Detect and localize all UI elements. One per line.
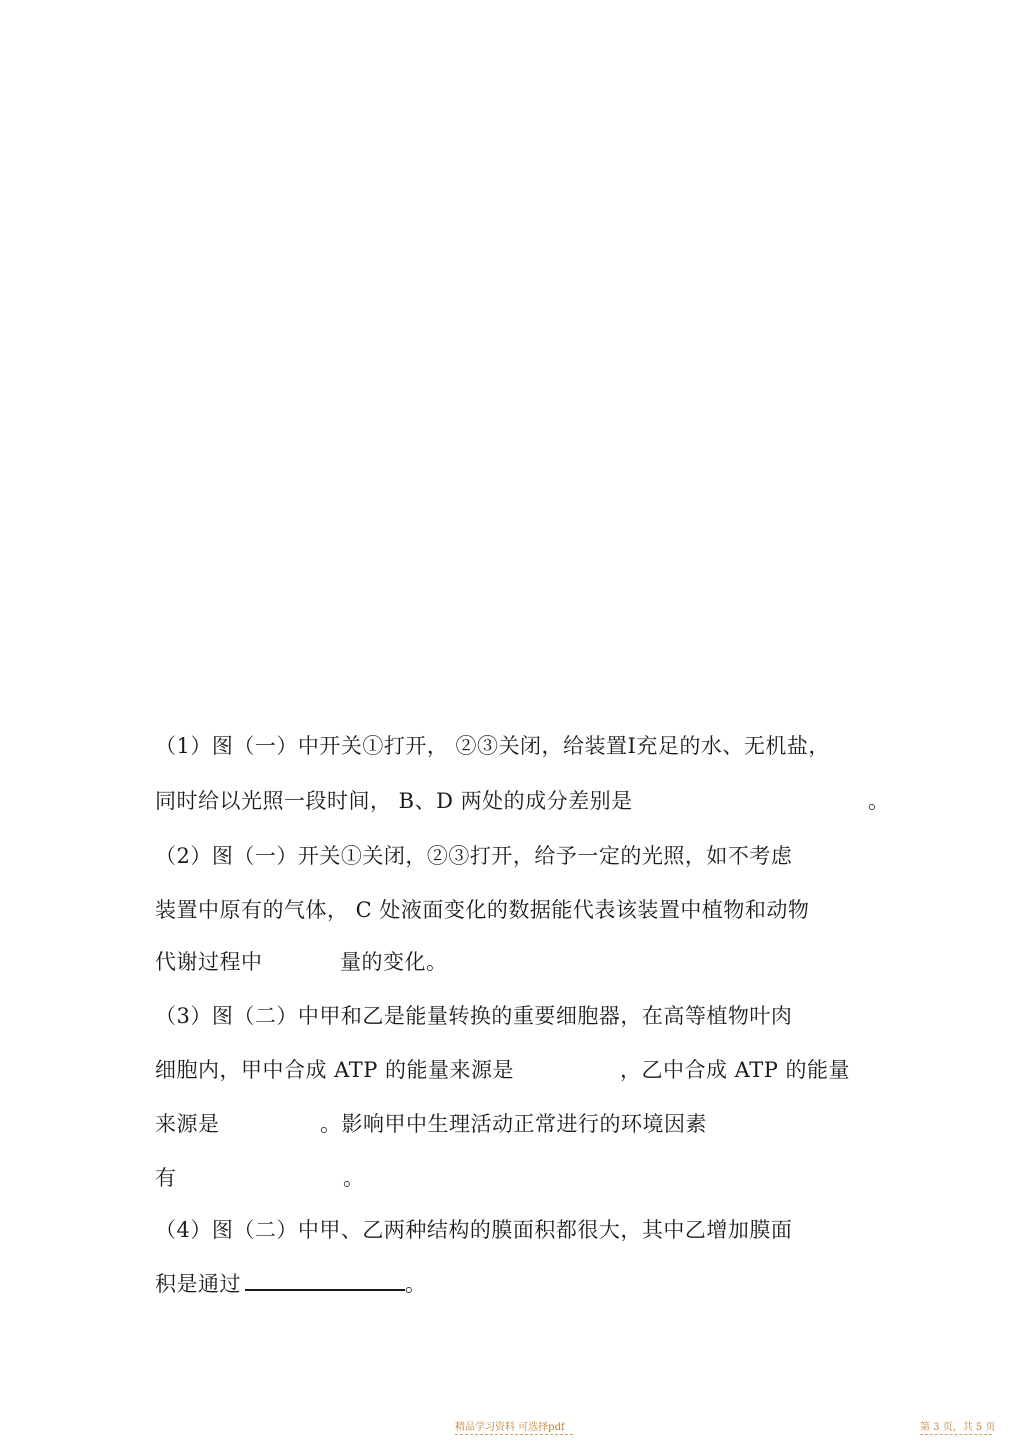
question-2-line-2: 装置中原有的气体， C 处液面变化的数据能代表该装置中植物和动物 — [155, 898, 810, 922]
question-3-line-2-start: 细胞内，甲中合成 ATP 的能量来源是 — [155, 1058, 515, 1082]
question-3-line-3-start: 来源是 — [155, 1112, 220, 1136]
footer-watermark-text: 精品学习资料 可选择pdf — [455, 1422, 565, 1433]
question-1-line-1: （1）图（一）中开关①打开， ②③关闭，给装置Ⅰ充足的水、无机盐， — [155, 734, 830, 758]
question-1-line-2: 同时给以光照一段时间， B、D 两处的成分差别是 — [155, 789, 633, 813]
question-1-end-mark: 。 — [868, 789, 889, 813]
answer-blank-line — [245, 1267, 405, 1291]
footer-watermark-dashes — [455, 1434, 573, 1435]
question-4-line-2-end: 。 — [405, 1272, 427, 1296]
question-3-line-2-end: ，乙中合成 ATP 的能量 — [620, 1058, 851, 1082]
footer-page-number-text: 第 3 页，共 5 页 — [920, 1422, 996, 1433]
question-4-line-2 — [155, 1266, 427, 1302]
question-3-line-4-end: 。 — [343, 1166, 365, 1190]
footer-watermark — [455, 1418, 565, 1433]
question-2-line-3-end: 量的变化。 — [340, 950, 448, 974]
question-4-line-2-start: 积是通过 — [155, 1272, 241, 1296]
question-2-line-3-start: 代谢过程中 — [155, 950, 263, 974]
question-3-line-3-end: 。影响甲中生理活动正常进行的环境因素 — [320, 1112, 707, 1136]
question-3-line-1: （3）图（二）中甲和乙是能量转换的重要细胞器，在高等植物叶肉 — [155, 1004, 793, 1028]
question-4-line-1: （4）图（二）中甲、乙两种结构的膜面积都很大，其中乙增加膜面 — [155, 1218, 793, 1242]
footer-page-number — [920, 1418, 995, 1433]
question-2-line-1: （2）图（一）开关①关闭，②③打开，给予一定的光照，如不考虑 — [155, 844, 793, 868]
question-3-line-4-start: 有 — [155, 1166, 177, 1190]
footer-page-number-dashes — [920, 1434, 992, 1435]
